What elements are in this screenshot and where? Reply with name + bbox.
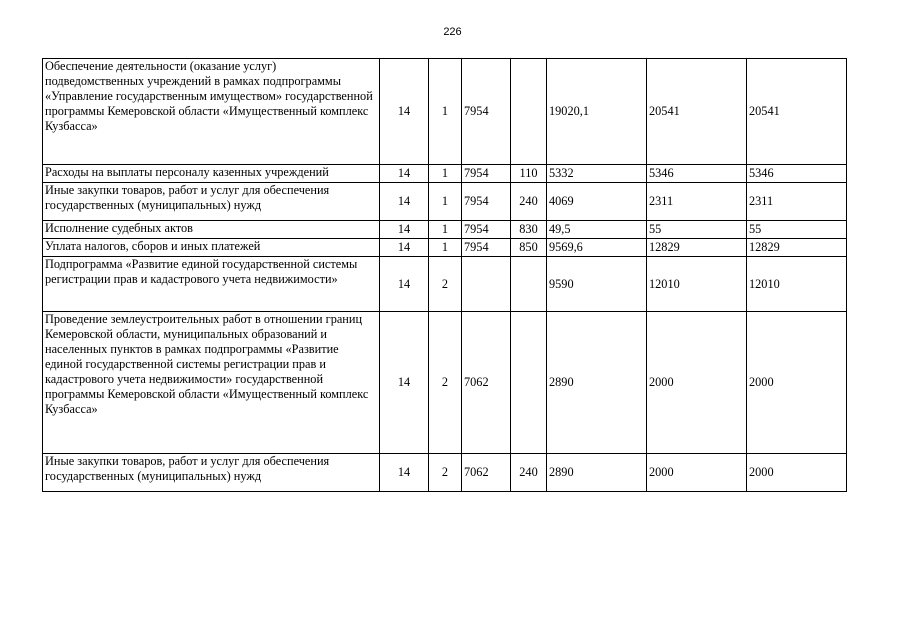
year2-cell: 12829 [647, 239, 747, 257]
subsection-cell: 2 [429, 257, 462, 312]
year1-cell: 9590 [547, 257, 647, 312]
row-name-cell: Проведение землеустроительных работ в отношении границ Кемеровской области, муниципальных образований и населенных пунктов в рамках подпрограммы «Развитие единой государственной системы регистрации прав и кадастрового учета недвижимости» государственной программы Кемеровской области «Имущественный комплекс Кузбасса» [43, 312, 380, 454]
year1-cell: 5332 [547, 165, 647, 183]
row-name-cell: Уплата налогов, сборов и иных платежей [43, 239, 380, 257]
table-body [43, 59, 847, 492]
year3-cell: 12829 [747, 239, 847, 257]
table-row [43, 257, 847, 312]
article-cell: 7062 [462, 454, 511, 492]
section-cell: 14 [380, 257, 429, 312]
expense-type-cell: 830 [511, 221, 547, 239]
year1-cell: 2890 [547, 454, 647, 492]
article-cell: 7954 [462, 239, 511, 257]
row-name-cell: Исполнение судебных актов [43, 221, 380, 239]
year1-cell: 4069 [547, 183, 647, 221]
row-name-cell: Расходы на выплаты персоналу казенных учреждений [43, 165, 380, 183]
year3-cell: 12010 [747, 257, 847, 312]
subsection-cell: 1 [429, 59, 462, 165]
year2-cell: 2311 [647, 183, 747, 221]
row-name-cell: Обеспечение деятельности (оказание услуг) подведомственных учреждений в рамках подпрограммы «Управление государственным имуществом» государственной программы Кемеровской области «Имущественный комплекс Кузбасса» [43, 59, 380, 165]
expense-type-cell [511, 59, 547, 165]
article-cell: 7954 [462, 165, 511, 183]
section-cell: 14 [380, 183, 429, 221]
table-row [43, 165, 847, 183]
year1-cell: 49,5 [547, 221, 647, 239]
year2-cell: 20541 [647, 59, 747, 165]
table-row [43, 454, 847, 492]
year3-cell: 5346 [747, 165, 847, 183]
article-cell: 7062 [462, 312, 511, 454]
year2-cell: 2000 [647, 454, 747, 492]
table-row [43, 312, 847, 454]
section-cell: 14 [380, 239, 429, 257]
section-cell: 14 [380, 454, 429, 492]
subsection-cell: 2 [429, 312, 462, 454]
row-name-cell: Иные закупки товаров, работ и услуг для обеспечения государственных (муниципальных) нужд [43, 183, 380, 221]
table-row [43, 239, 847, 257]
expense-type-cell: 240 [511, 183, 547, 221]
year2-cell: 12010 [647, 257, 747, 312]
table-row [43, 59, 847, 165]
year3-cell: 20541 [747, 59, 847, 165]
subsection-cell: 1 [429, 165, 462, 183]
article-cell: 7954 [462, 221, 511, 239]
year1-cell: 9569,6 [547, 239, 647, 257]
expense-type-cell: 850 [511, 239, 547, 257]
page-number: 226 [443, 26, 462, 38]
year3-cell: 2000 [747, 312, 847, 454]
year2-cell: 5346 [647, 165, 747, 183]
expense-type-cell: 240 [511, 454, 547, 492]
expense-type-cell: 110 [511, 165, 547, 183]
article-cell: 7954 [462, 183, 511, 221]
year3-cell: 2311 [747, 183, 847, 221]
expense-type-cell [511, 257, 547, 312]
section-cell: 14 [380, 221, 429, 239]
year2-cell: 2000 [647, 312, 747, 454]
subsection-cell: 2 [429, 454, 462, 492]
section-cell: 14 [380, 165, 429, 183]
subsection-cell: 1 [429, 221, 462, 239]
year3-cell: 55 [747, 221, 847, 239]
subsection-cell: 1 [429, 183, 462, 221]
table-row [43, 221, 847, 239]
year1-cell: 19020,1 [547, 59, 647, 165]
section-cell: 14 [380, 59, 429, 165]
article-cell [462, 257, 511, 312]
year2-cell: 55 [647, 221, 747, 239]
subsection-cell: 1 [429, 239, 462, 257]
year1-cell: 2890 [547, 312, 647, 454]
expense-type-cell [511, 312, 547, 454]
budget-table [42, 58, 847, 492]
row-name-cell: Подпрограмма «Развитие единой государственной системы регистрации прав и кадастрового учета недвижимости» [43, 257, 380, 312]
article-cell: 7954 [462, 59, 511, 165]
table-row [43, 183, 847, 221]
section-cell: 14 [380, 312, 429, 454]
row-name-cell: Иные закупки товаров, работ и услуг для обеспечения государственных (муниципальных) нужд [43, 454, 380, 492]
year3-cell: 2000 [747, 454, 847, 492]
